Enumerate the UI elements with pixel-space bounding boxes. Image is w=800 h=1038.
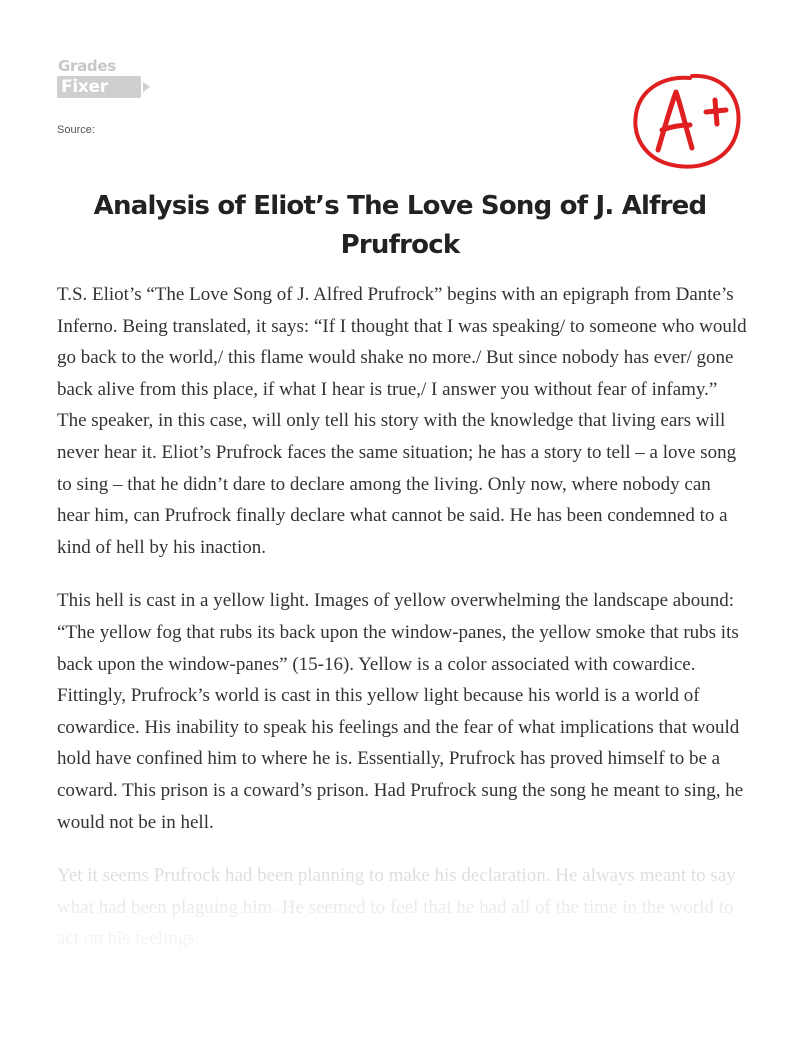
logo-text-bottom: Fixer xyxy=(61,77,108,97)
a-plus-grade-icon xyxy=(626,70,746,174)
logo-arrow-icon xyxy=(143,82,150,92)
logo-text-top: Grades xyxy=(58,57,116,75)
source-label: Source: xyxy=(57,124,95,136)
essay-paragraph-1: T.S. Eliot’s “The Love Song of J. Alfred Prufrock” begins with an epigraph from Dante’s Inferno. Being translated, it says: “If I thought that I was speaking/ to someone who would go back to the world,/ this flame would shake no more./ But since nobody has ever/ gone back alive from this place, if what I hear is true,/ I answer you without fear of infamy.” The speaker, in this case, will only tell his story with the knowledge that living ears will never hear it. Eliot’s Prufrock faces the same situation; he has a story to tell – a love song to sing – that he didn’t dare to declare among the living. Only now, where nobody can hear him, can Prufrock finally declare what cannot be said. He has been condemned to a kind of hell by his inaction. xyxy=(57,284,747,558)
gradesfixer-logo[interactable] xyxy=(57,57,167,101)
essay-paragraph-3-faded: Yet it seems Prufrock had been planning to make his declaration. He always meant to say what had been plaguing him. He seemed to feel that he had all of the time in the world to act on his feelings: xyxy=(57,860,747,955)
essay-paragraph-2: This hell is cast in a yellow light. Images of yellow overwhelming the landscape abound: “The yellow fog that rubs its back upon the window-panes, the yellow smoke that rubs its back upon the window-panes” (15-16). Yellow is a color associated with cowardice. Fittingly, Prufrock’s world is cast in this yellow light because his world is a world of cowardice. His inability to speak his feelings and the fear of what implications that would hold have confined him to where he is. Essentially, Prufrock has proved himself to be a coward. This prison is a coward’s prison. Had Prufrock sung the song he meant to sing, he would not be in hell. xyxy=(57,590,744,833)
essay-body xyxy=(57,279,747,955)
essay-title: Analysis of Eliot’s The Love Song of J. Alfred Prufrock xyxy=(93,191,707,260)
